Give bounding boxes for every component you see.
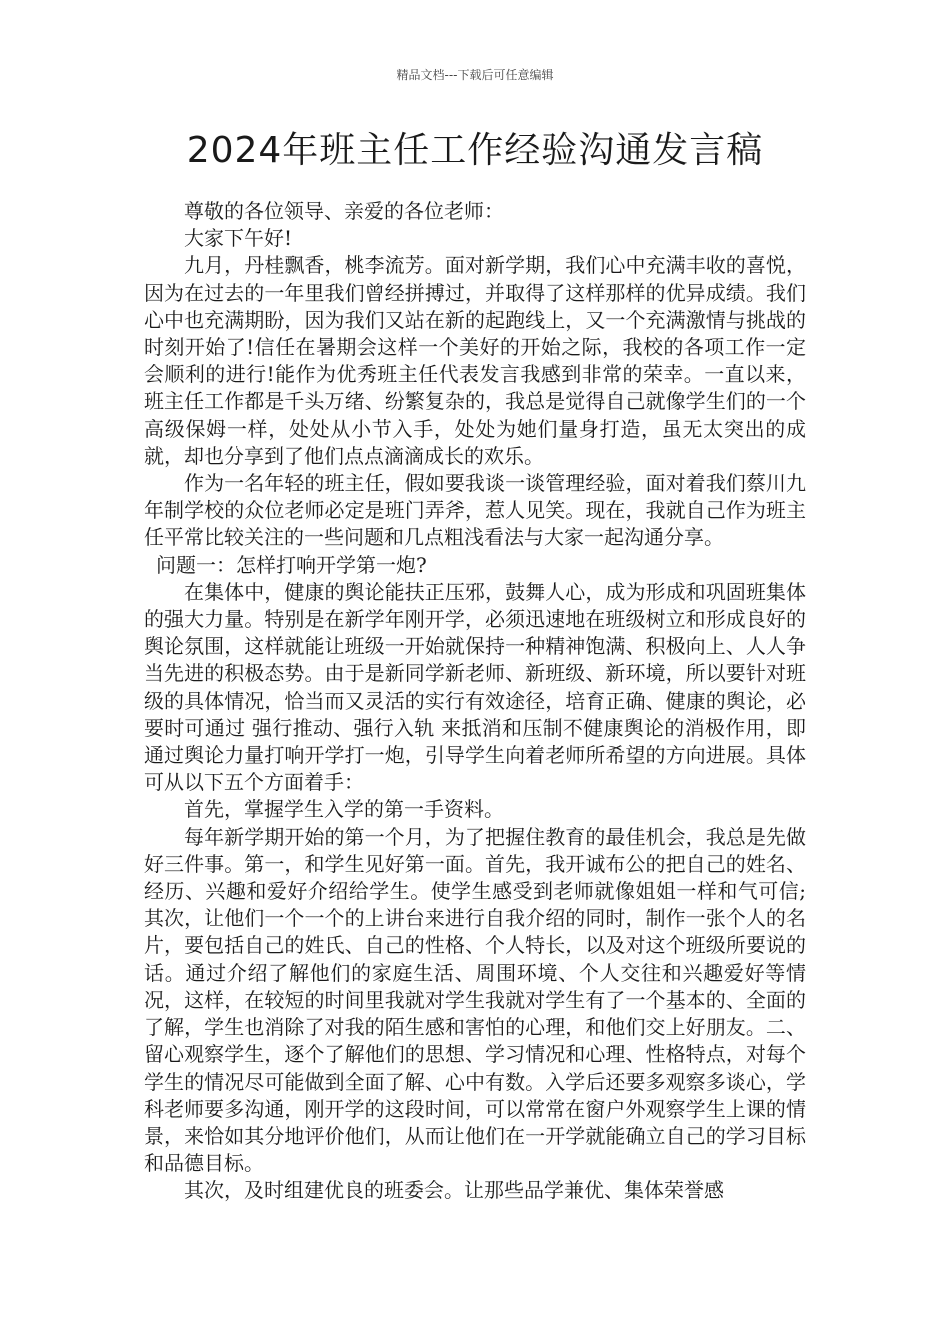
paragraph: 在集体中，健康的舆论能扶正压邪，鼓舞人心，成为形成和巩固班集体的强大力量。特别是在新学年刚开学，必须迅速地在班级树立和形成良好的舆论氛围，这样就能让班级一开始就保持一种精神饱满、积极向上、人人争当先进的积极态势。由于是新同学新老师、新班级、新环境，所以要针对班级的具体情况，恰当而又灵活的实行有效途径，培育正确、健康的舆论，必要时可通过 强行推动、强行入轨 来抵消和压制不健康舆论的消极作用，即通过舆论力量打响开学打一炮，引导学生向着老师所希望的方向进展。具体可从以下五个方面着手： — [144, 579, 806, 795]
page-title: 2024年班主任工作经验沟通发言稿 — [186, 130, 764, 171]
paragraph: 每年新学期开始的第一个月，为了把握住教育的最佳机会，我总是先做好三件事。第一，和学生见好第一面。首先，我开诚布公的把自己的姓名、经历、兴趣和爱好介绍给学生。使学生感受到老师就像姐姐一样和气可信;其次，让他们一个一个的上讲台来进行自我介绍的同时，制作一张个人的名片，要包括自己的姓氏、自己的性格、个人特长，以及对这个班级所要说的话。通过介绍了解他们的家庭生活、周围环境、个人交往和兴趣爱好等情况，这样，在较短的时间里我就对学生我就对学生有了一个基本的、全面的了解，学生也消除了对我的陌生感和害怕的心理，和他们交上好朋友。二、留心观察学生，逐个了解他们的思想、学习情况和心理、性格特点，对每个学生的情况尽可能做到全面了解、心中有数。入学后还要多观察多谈心，学科老师要多沟通，刚开学的这段时间，可以常常在窗户外观察学生上课的情景，来恰如其分地评价他们，从而让他们在一开学就能确立自己的学习目标和品德目标。 — [144, 824, 806, 1176]
greeting: 大家下午好! — [184, 226, 293, 251]
paragraph: 其次，及时组建优良的班委会。让那些品学兼优、集体荣誉感 — [184, 1178, 724, 1203]
paragraph: 作为一名年轻的班主任，假如要我谈一谈管理经验，面对着我们蔡川九年制学校的众位老师必定是班门弄斧，惹人见笑。现在，我就自己作为班主任平常比较关注的一些问题和几点粗浅看法与大家一起沟通分享。 — [144, 471, 806, 550]
salutation: 尊敬的各位领导、亲爱的各位老师： — [184, 199, 504, 223]
section-heading: 问题一：怎样打响开学第一炮? — [156, 552, 427, 577]
paragraph: 九月，丹桂飘香，桃李流芳。面对新学期，我们心中充满丰收的喜悦，因为在过去的一年里我们曾经拼搏过，并取得了这样那样的优异成绩。我们心中也充满期盼，因为我们又站在新的起跑线上，又一个充满激情与挑战的时刻开始了!信任在暑期会这样一个美好的开始之际，我校的各项工作一定会顺利的进行!能作为优秀班主任代表发言我感到非常的荣幸。一直以来，班主任工作都是千头万绪、纷繁复杂的，我总是觉得自己就像学生们的一个高级保姆一样，处处从小节入手，处处为她们量身打造，虽无太突出的成就，却也分享到了他们点点滴滴成长的欢乐。 — [144, 253, 806, 468]
paragraph: 首先，掌握学生入学的第一手资料。 — [184, 797, 504, 822]
document-body — [144, 198, 806, 1205]
header-note: 精品文档---下载后可任意编辑 — [396, 68, 554, 82]
